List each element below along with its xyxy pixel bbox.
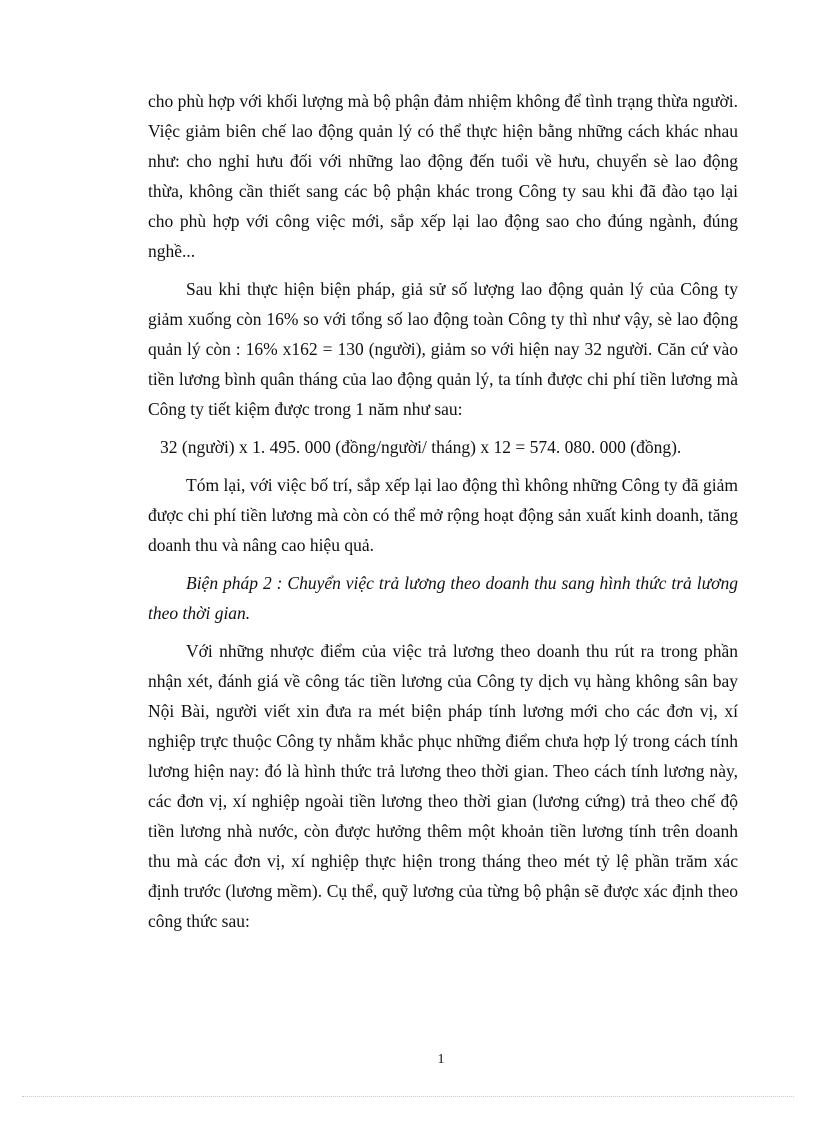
document-body bbox=[148, 86, 738, 936]
paragraph-time-based-pay: Với những nhược điểm của việc trả lương theo doanh thu rút ra trong phần nhận xét, đánh giá về công tác tiền lương của Công ty dịch vụ hàng không sân bay Nội Bài, người viết xin đưa ra mét biện pháp tính lương mới cho các đơn vị, xí nghiệp trực thuộc Công ty nhằm khắc phục những điểm chưa hợp lý trong cách tính lương hiện nay: đó là hình thức trả lương theo thời gian. Theo cách tính lương này, các đơn vị, xí nghiệp ngoài tiền lương theo thời gian (lương cứng) trả theo chế độ tiền lương nhà nước, còn được hưởng thêm một khoản tiền lương tính trên doanh thu mà các đơn vị, xí nghiệp thực hiện trong tháng theo mét tỷ lệ phần trăm xác định trước (lương mềm). Cụ thể, quỹ lương của từng bộ phận sẽ được xác định theo công thức sau: bbox=[148, 641, 738, 931]
paragraph-continuation: cho phù hợp với khối lượng mà bộ phận đảm nhiệm không để tình trạng thừa người. Việc giảm biên chế lao động quản lý có thể thực hiện bằng những cách khác nhau như: cho nghỉ hưu đối với những lao động đến tuổi về hưu, chuyển sè lao động thừa, không cần thiết sang các bộ phận khác trong Công ty sau khi đã đào tạo lại cho phù hợp với công việc mới, sắp xếp lại lao động sao cho đúng ngành, đúng nghề... bbox=[148, 91, 738, 261]
measure-2-heading: Biện pháp 2 : Chuyển việc trả lương theo doanh thu sang hình thức trả lương theo thời gian. bbox=[148, 573, 738, 623]
page-bottom-divider bbox=[22, 1096, 794, 1097]
salary-savings-formula: 32 (người) x 1. 495. 000 (đồng/người/ tháng) x 12 = 574. 080. 000 (đồng). bbox=[160, 437, 682, 457]
page-number: 1 bbox=[437, 1052, 445, 1067]
paragraph-summary: Tóm lại, với việc bố trí, sắp xếp lại lao động thì không những Công ty đã giảm được chi phí tiền lương mà còn có thể mở rộng hoạt động sản xuất kinh doanh, tăng doanh thu và nâng cao hiệu quả. bbox=[148, 475, 738, 555]
paragraph-labor-reduction: Sau khi thực hiện biện pháp, giả sử số lượng lao động quản lý của Công ty giảm xuống còn 16% so với tổng số lao động toàn Công ty thì như vậy, sè lao động quản lý còn : 16% x162 = 130 (người), giảm so với hiện nay 32 người. Căn cứ vào tiền lương bình quân tháng của lao động quản lý, ta tính được chi phí tiền lương mà Công ty tiết kiệm được trong 1 năm như sau: bbox=[148, 279, 738, 419]
